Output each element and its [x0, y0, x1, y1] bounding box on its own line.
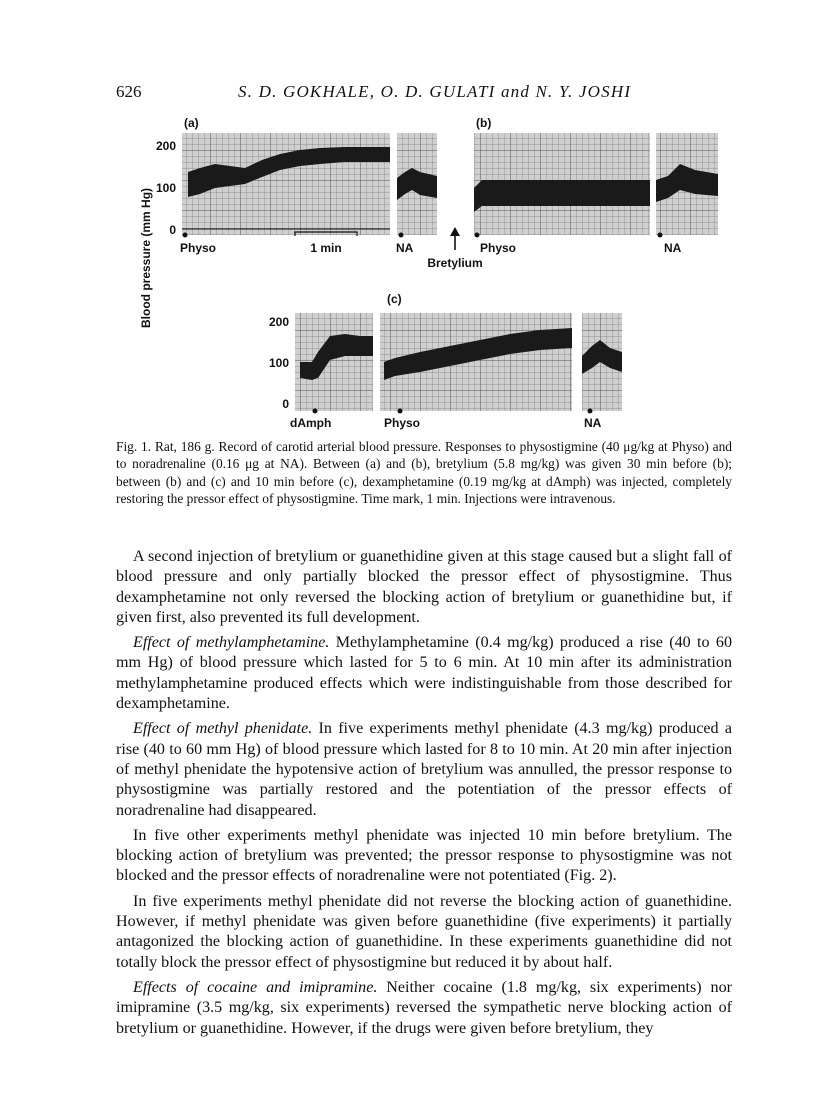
paragraph [116, 978, 732, 1039]
paragraph-text: A second injection of bretylium or guanethidine given at this stage caused but a slight fall of blood pressure and only partially blocked the pressor effect of physostigmine. Thus dexamphetamine not only reversed the blocking action of bretylium or guanethidine but, if given first, also prevented its full development. [116, 548, 732, 626]
label-na-c: NA [584, 416, 602, 430]
panel-c-physo [380, 313, 572, 411]
caption-text: Rat, 186 g. Record of carotid arterial blood pressure. Responses to physostigmine (40 μg/kg at Physo) and to noradrenaline (0.16 μg at NA). Between (a) and (b), bretylium (5.8 mg/kg) was given 30 min before (b); between (b) and (c) and 10 min before (c), dexamphetamine (0.19 mg/kg at dAmph) was injected, completely restoring the pressor effect of physostigmine. Time mark, 1 min. Injections were intravenous. [116, 439, 732, 506]
paragraph [116, 633, 732, 714]
label-na-b: NA [664, 241, 682, 255]
paragraph [116, 547, 732, 628]
injection-mark-physo-c [398, 409, 403, 414]
label-bretylium: Bretylium [427, 256, 483, 270]
panel-a-label: (a) [184, 116, 199, 130]
panel-a-na [397, 133, 437, 235]
tick-0-c: 0 [282, 397, 289, 411]
section-heading: Effect of methylamphetamine. [133, 634, 330, 652]
panel-a-main [182, 133, 390, 235]
figure-1 [0, 0, 816, 430]
section-heading: Effect of methyl phenidate. [133, 720, 313, 738]
paragraph-text: In five experiments methyl phenidate (4.3 mg/kg) produced a rise (40 to 60 mm Hg) of blood pressure which lasted for 8 to 10 min. At 20 min after injection of methyl phenidate the hypotensive action of bretylium was annulled, the pressor response to physostigmine was partially restored and the potentiation of the pressor effects of noradrenaline had disappeared. [116, 720, 732, 819]
paragraph [116, 892, 732, 973]
label-damph: dAmph [290, 416, 332, 430]
paragraph-text: In five experiments methyl phenidate did not reverse the blocking action of guanethidine. However, if methyl phenidate was given before guanethidine (five experiments) it partially antagonized the blocking action of guanethidine. In these experiments guanethidine did not totally block the pressor effect of physostigmine but reduced it by about half. [116, 892, 732, 971]
label-time-mark: 1 min [310, 241, 342, 255]
panel-b-label: (b) [476, 116, 492, 130]
caption-label: Fig. 1. [116, 439, 152, 454]
label-physo-a: Physo [180, 241, 217, 255]
tick-100-top: 100 [155, 181, 176, 195]
running-authors: S. D. GOKHALE, O. D. GULATI and N. Y. JOSHI [238, 82, 632, 101]
figure-caption [116, 438, 732, 507]
injection-mark-physo-a [183, 233, 188, 238]
tick-100-c: 100 [268, 356, 289, 370]
tick-0-top: 0 [169, 223, 176, 237]
bretylium-arrow-icon [450, 227, 460, 250]
panel-c-damph [295, 313, 373, 411]
panel-c-na [582, 313, 622, 411]
panel-c-label: (c) [387, 292, 402, 306]
paragraph [116, 719, 732, 820]
y-axis-label: Blood pressure (mm Hg) [139, 187, 153, 329]
page-number: 626 [116, 82, 142, 101]
section-heading: Effects of cocaine and imipramine. [133, 978, 378, 996]
tick-200-top: 200 [155, 139, 176, 153]
paragraph-text: In five other experiments methyl phenidate was injected 10 min before bretylium. The blocking action of bretylium was prevented; the pressor response to physostigmine was not blocked and the pressor effects of noradrenaline were not potentiated (Fig. 2). [116, 826, 732, 885]
injection-mark-damph [313, 409, 318, 414]
paragraph-text: Neither cocaine (1.8 mg/kg, six experiments) nor imipramine (3.5 mg/kg, six experiments) reversed the sympathetic nerve blocking action of bretylium or guanethidine. However, if the drugs were given before bretylium, they [116, 978, 732, 1037]
injection-mark-physo-b [475, 233, 480, 238]
panel-b-main [474, 133, 650, 235]
tick-200-c: 200 [268, 315, 289, 329]
label-physo-b: Physo [480, 241, 517, 255]
label-na-a: NA [396, 241, 414, 255]
panel-b-na [656, 133, 718, 235]
injection-mark-na-c [588, 409, 593, 414]
paragraph [116, 826, 732, 887]
label-physo-c: Physo [384, 416, 421, 430]
paragraph-text: Methylamphetamine (0.4 mg/kg) produced a rise (40 to 60 mm Hg) of blood pressure which lasted for 5 to 6 min. At 10 min after its administration methylamphetamine produced effects which were indistinguishable from those described for dexamphetamine. [116, 634, 733, 713]
body-text [116, 547, 732, 1044]
injection-mark-na-a [399, 233, 404, 238]
injection-mark-na-b [658, 233, 663, 238]
